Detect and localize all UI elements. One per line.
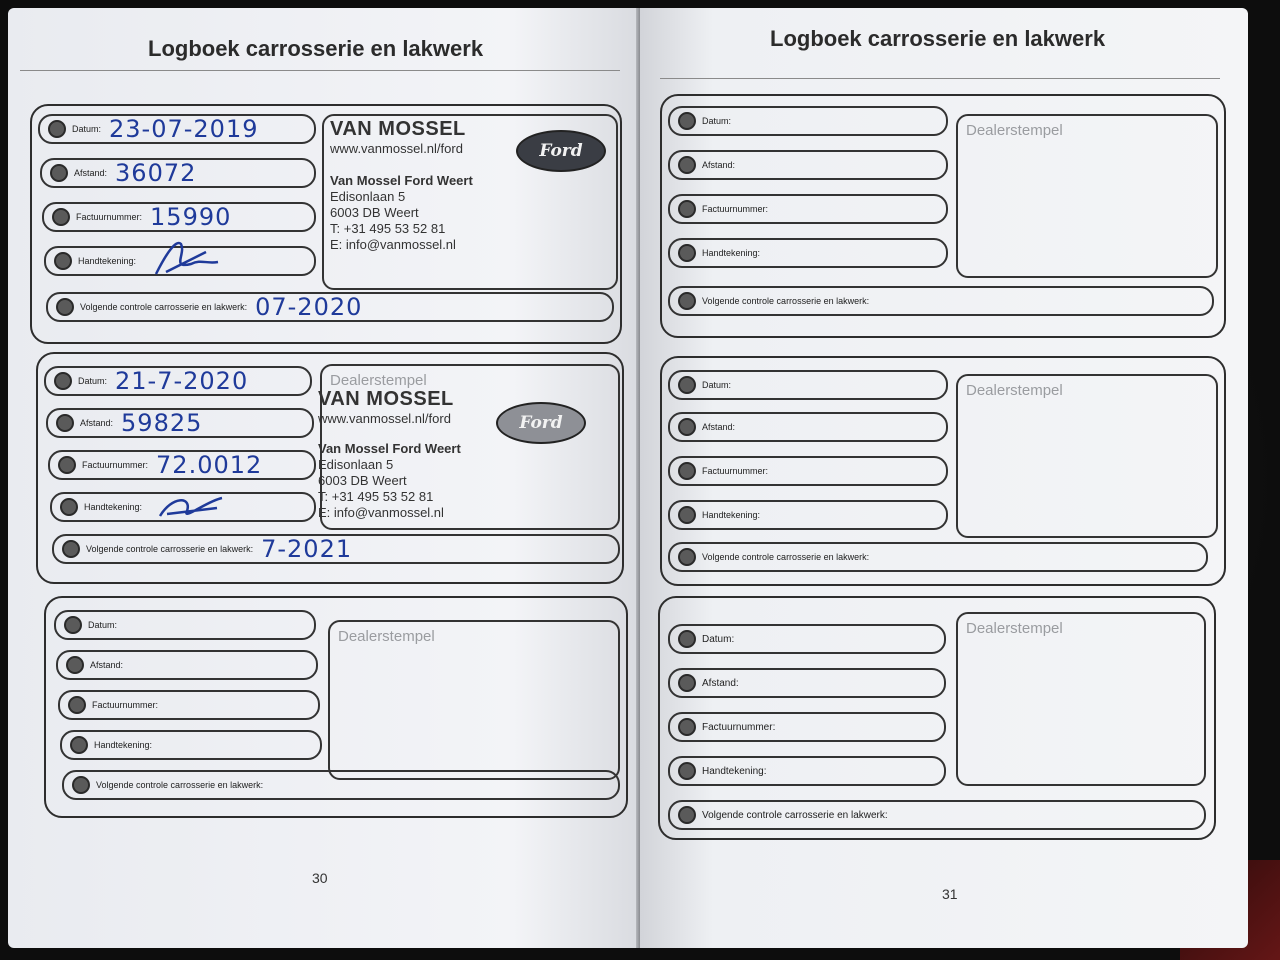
afstand-value: 59825 bbox=[121, 409, 203, 437]
bullet-icon bbox=[678, 156, 696, 174]
bullet-icon bbox=[72, 776, 90, 794]
bullet-icon bbox=[48, 120, 66, 138]
bullet-icon bbox=[66, 656, 84, 674]
factuurnummer-field bbox=[668, 456, 948, 486]
dealerstempel-label: Dealerstempel bbox=[966, 620, 1063, 637]
bullet-icon bbox=[70, 736, 88, 754]
datum-field bbox=[668, 624, 946, 654]
datum-value: 21-7-2020 bbox=[115, 367, 249, 395]
handtekening-label: Handtekening: bbox=[702, 248, 761, 258]
ford-logo-icon: Ford bbox=[516, 130, 606, 172]
volgende-controle-field bbox=[668, 286, 1214, 316]
stamp-name: Van Mossel Ford Weert bbox=[318, 441, 461, 456]
stamp-email: E: info@vanmossel.nl bbox=[330, 237, 456, 252]
stamp-email: E: info@vanmossel.nl bbox=[318, 505, 444, 520]
stamp-website: www.vanmossel.nl/ford bbox=[318, 411, 451, 426]
dealerstempel-label: Dealerstempel bbox=[330, 372, 427, 389]
bullet-icon bbox=[678, 718, 696, 736]
dealerstempel-box bbox=[956, 374, 1218, 538]
volgende-label: Volgende controle carrosserie en lakwerk: bbox=[96, 780, 264, 790]
log-entry-4 bbox=[660, 94, 1226, 338]
bullet-icon bbox=[678, 462, 696, 480]
dealerstempel-box bbox=[956, 612, 1206, 786]
volgende-controle-field bbox=[52, 534, 620, 564]
afstand-value: 36072 bbox=[115, 159, 197, 187]
datum-label: Datum: bbox=[702, 380, 732, 390]
datum-field bbox=[44, 366, 312, 396]
stamp-street: Edisonlaan 5 bbox=[330, 189, 406, 204]
factuurnummer-field bbox=[58, 690, 320, 720]
handtekening-field bbox=[50, 492, 316, 522]
datum-label: Datum: bbox=[78, 376, 108, 386]
bullet-icon bbox=[68, 696, 86, 714]
volgende-controle-field bbox=[46, 292, 614, 322]
log-entry-3 bbox=[44, 596, 628, 818]
handtekening-field bbox=[60, 730, 322, 760]
factuurnummer-label: Factuurnummer: bbox=[702, 204, 769, 214]
log-entry-2 bbox=[36, 352, 624, 584]
afstand-label: Afstand: bbox=[90, 660, 124, 670]
handwritten-signature bbox=[152, 486, 232, 526]
title-rule bbox=[20, 70, 620, 71]
datum-field bbox=[668, 370, 948, 400]
bullet-icon bbox=[678, 112, 696, 130]
bullet-icon bbox=[678, 244, 696, 262]
handwritten-signature bbox=[146, 234, 226, 284]
bullet-icon bbox=[54, 372, 72, 390]
page-number: 31 bbox=[942, 886, 958, 902]
page-number: 30 bbox=[312, 870, 328, 886]
volgende-controle-field bbox=[668, 800, 1206, 830]
stamp-city: 6003 DB Weert bbox=[330, 205, 419, 220]
volgende-value: 07-2020 bbox=[255, 293, 363, 321]
dealerstempel-box bbox=[322, 114, 618, 290]
bullet-icon bbox=[58, 456, 76, 474]
bullet-icon bbox=[678, 376, 696, 394]
factuurnummer-field bbox=[668, 194, 948, 224]
bullet-icon bbox=[64, 616, 82, 634]
log-entry-1 bbox=[30, 104, 622, 344]
afstand-label: Afstand: bbox=[702, 160, 736, 170]
afstand-field bbox=[56, 650, 318, 680]
afstand-field bbox=[668, 668, 946, 698]
stamp-city: 6003 DB Weert bbox=[318, 473, 407, 488]
factuurnummer-field bbox=[48, 450, 316, 480]
datum-field bbox=[54, 610, 316, 640]
dealerstempel-box bbox=[328, 620, 620, 780]
bullet-icon bbox=[678, 418, 696, 436]
factuurnummer-label: Factuurnummer: bbox=[92, 700, 159, 710]
bullet-icon bbox=[54, 252, 72, 270]
page-title: Logboek carrosserie en lakwerk bbox=[770, 26, 1106, 51]
stamp-name: Van Mossel Ford Weert bbox=[330, 173, 473, 188]
dealer-stamp bbox=[318, 388, 461, 521]
stamp-website: www.vanmossel.nl/ford bbox=[330, 141, 463, 156]
factuurnummer-value: 72.0012 bbox=[156, 451, 263, 479]
factuurnummer-field bbox=[42, 202, 316, 232]
log-entry-6 bbox=[658, 596, 1216, 840]
handtekening-field bbox=[668, 500, 948, 530]
bullet-icon bbox=[678, 806, 696, 824]
handtekening-label: Handtekening: bbox=[78, 256, 137, 266]
volgende-label: Volgende controle carrosserie en lakwerk: bbox=[86, 544, 254, 554]
afstand-label: Afstand: bbox=[74, 168, 108, 178]
bullet-icon bbox=[62, 540, 80, 558]
dealer-stamp bbox=[330, 118, 473, 253]
handtekening-label: Handtekening: bbox=[702, 765, 767, 777]
stamp-street: Edisonlaan 5 bbox=[318, 457, 394, 472]
dealerstempel-label: Dealerstempel bbox=[966, 122, 1063, 139]
handtekening-field bbox=[44, 246, 316, 276]
afstand-field bbox=[40, 158, 316, 188]
datum-value: 23-07-2019 bbox=[109, 115, 259, 143]
ford-logo-icon: Ford bbox=[496, 402, 586, 444]
factuurnummer-label: Factuurnummer: bbox=[82, 460, 149, 470]
volgende-label: Volgende controle carrosserie en lakwerk: bbox=[702, 809, 888, 821]
bullet-icon bbox=[60, 498, 78, 516]
stamp-phone: T: +31 495 53 52 81 bbox=[318, 489, 434, 504]
stamp-phone: T: +31 495 53 52 81 bbox=[330, 221, 446, 236]
datum-label: Datum: bbox=[702, 116, 732, 126]
datum-label: Datum: bbox=[88, 620, 118, 630]
handtekening-label: Handtekening: bbox=[94, 740, 153, 750]
log-entry-5 bbox=[660, 356, 1226, 586]
title-rule bbox=[660, 78, 1220, 79]
dealerstempel-box bbox=[956, 114, 1218, 278]
handtekening-field bbox=[668, 756, 946, 786]
factuurnummer-label: Factuurnummer: bbox=[702, 466, 769, 476]
handtekening-field bbox=[668, 238, 948, 268]
factuurnummer-label: Factuurnummer: bbox=[702, 721, 776, 733]
datum-label: Datum: bbox=[72, 124, 102, 134]
bullet-icon bbox=[56, 414, 74, 432]
dealerstempel-label: Dealerstempel bbox=[966, 382, 1063, 399]
datum-label: Datum: bbox=[702, 633, 735, 645]
bullet-icon bbox=[678, 674, 696, 692]
afstand-field bbox=[46, 408, 314, 438]
right-page bbox=[640, 8, 1248, 948]
bullet-icon bbox=[678, 548, 696, 566]
left-page bbox=[8, 8, 640, 948]
stamp-brand: VAN MOSSEL bbox=[330, 118, 466, 140]
bullet-icon bbox=[678, 506, 696, 524]
factuurnummer-value: 15990 bbox=[150, 203, 232, 231]
afstand-label: Afstand: bbox=[80, 418, 114, 428]
volgende-label: Volgende controle carrosserie en lakwerk: bbox=[702, 296, 870, 306]
factuurnummer-field bbox=[668, 712, 946, 742]
afstand-field bbox=[668, 412, 948, 442]
bullet-icon bbox=[678, 200, 696, 218]
dealerstempel-box bbox=[320, 364, 620, 530]
handtekening-label: Handtekening: bbox=[702, 510, 761, 520]
bullet-icon bbox=[678, 292, 696, 310]
stamp-brand: VAN MOSSEL bbox=[318, 388, 454, 410]
afstand-label: Afstand: bbox=[702, 677, 739, 689]
volgende-label: Volgende controle carrosserie en lakwerk: bbox=[702, 552, 870, 562]
bullet-icon bbox=[678, 762, 696, 780]
datum-field bbox=[38, 114, 316, 144]
afstand-field bbox=[668, 150, 948, 180]
bullet-icon bbox=[678, 630, 696, 648]
dealerstempel-label: Dealerstempel bbox=[338, 628, 435, 645]
bullet-icon bbox=[50, 164, 68, 182]
volgende-label: Volgende controle carrosserie en lakwerk: bbox=[80, 302, 248, 312]
volgende-value: 7-2021 bbox=[261, 535, 353, 563]
volgende-controle-field bbox=[668, 542, 1208, 572]
datum-field bbox=[668, 106, 948, 136]
handtekening-label: Handtekening: bbox=[84, 502, 143, 512]
bullet-icon bbox=[52, 208, 70, 226]
factuurnummer-label: Factuurnummer: bbox=[76, 212, 143, 222]
bullet-icon bbox=[56, 298, 74, 316]
page-title: Logboek carrosserie en lakwerk bbox=[148, 36, 484, 61]
afstand-label: Afstand: bbox=[702, 422, 736, 432]
